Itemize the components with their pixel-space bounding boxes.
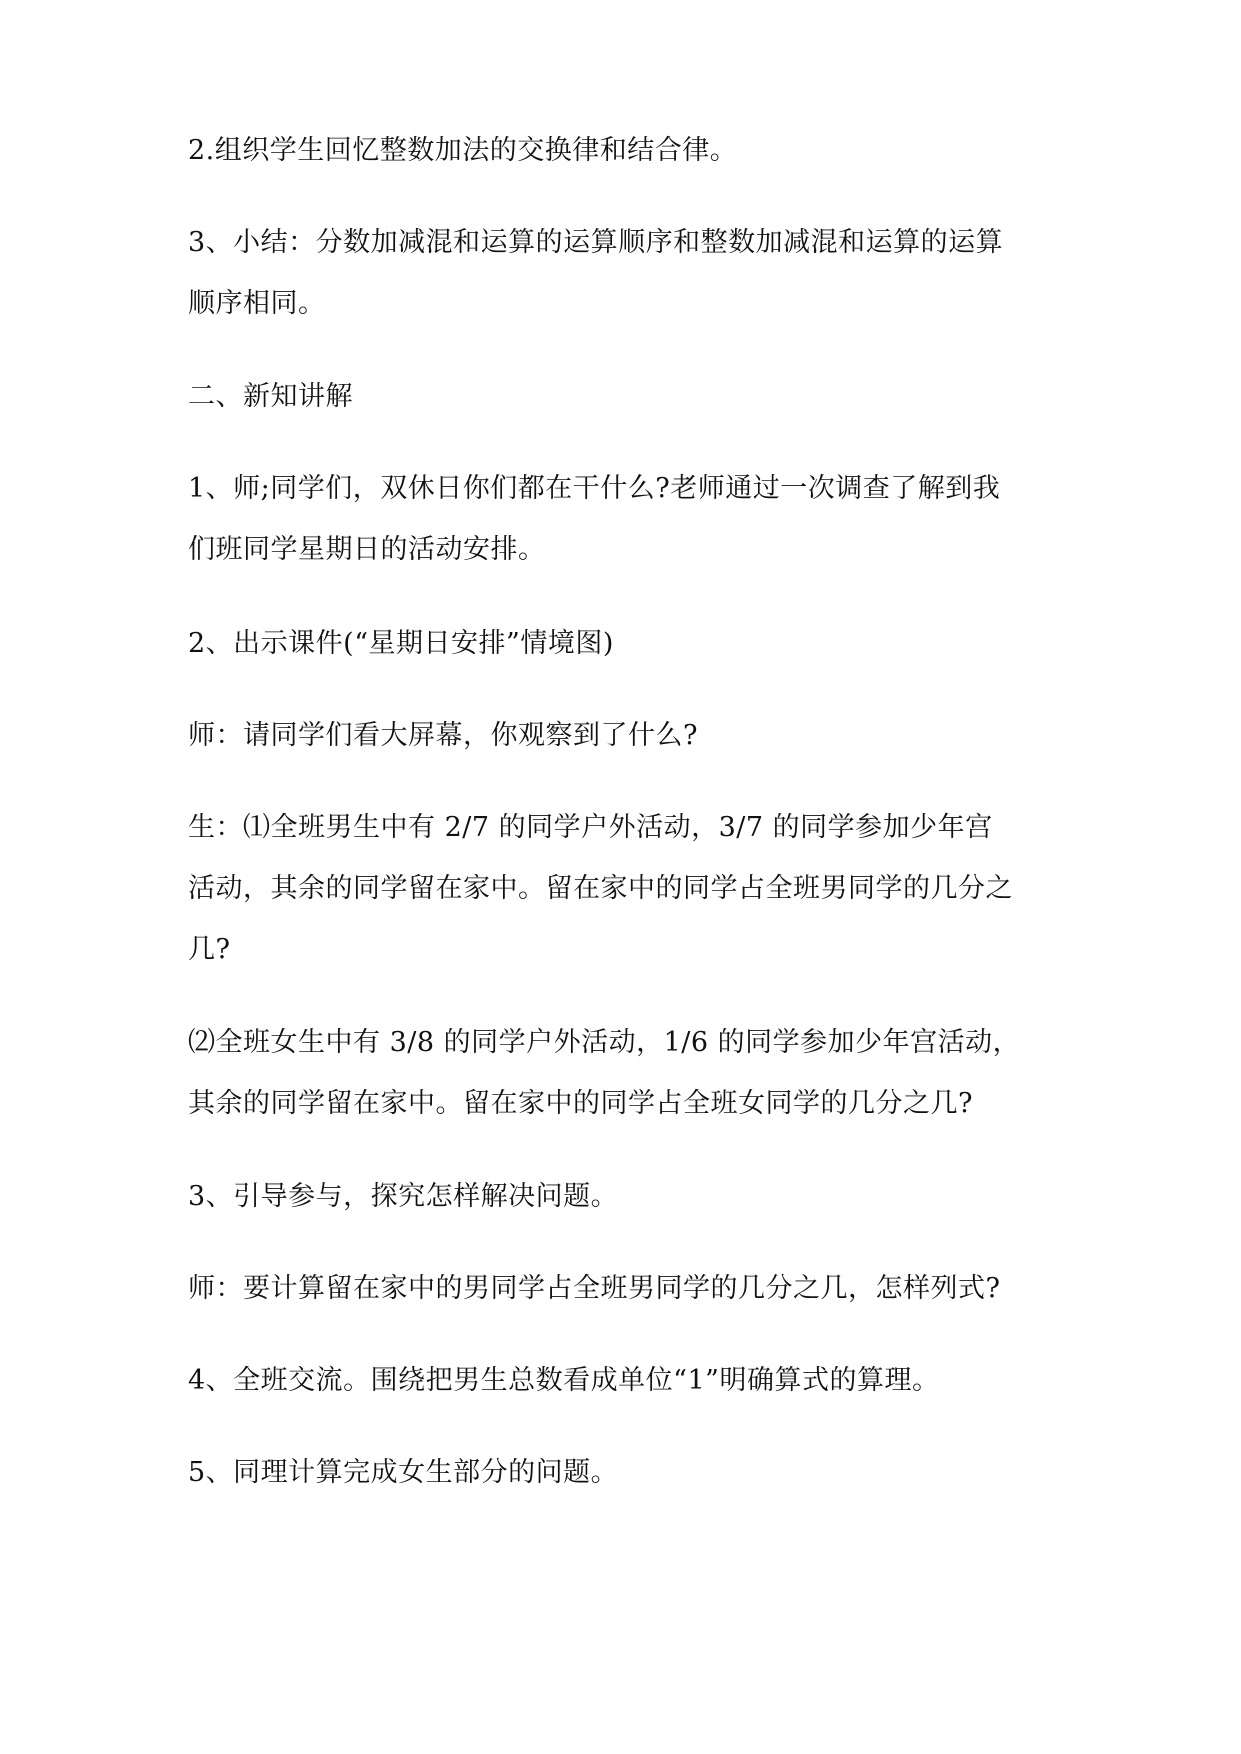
text-line-boys-problem-1: 生：⑴全班男生中有 2/7 的同学户外活动，3/7 的同学参加少年宫 [188, 812, 993, 843]
text-line-class-exchange: 4、全班交流。围绕把男生总数看成单位“1”明确算式的算理。 [188, 1365, 940, 1396]
text-line-review-laws: 2.组织学生回忆整数加法的交换律和结合律。 [188, 135, 738, 166]
text-line-summary-2: 顺序相同。 [188, 288, 326, 319]
text-line-guide-explore: 3、引导参与，探究怎样解决问题。 [188, 1181, 619, 1212]
text-line-teacher-question-1: 1、师;同学们，双休日你们都在干什么?老师通过一次调查了解到我 [188, 473, 1001, 504]
text-line-boys-problem-3: 几? [188, 934, 231, 965]
section-heading-new-knowledge: 二、新知讲解 [188, 381, 353, 412]
text-line-teacher-prompt: 师：请同学们看大屏幕，你观察到了什么? [188, 720, 698, 751]
text-line-show-courseware: 2、出示课件(“星期日安排”情境图) [188, 628, 614, 659]
text-line-girls-problem-2: 其余的同学留在家中。留在家中的同学占全班女同学的几分之几? [188, 1088, 973, 1119]
text-line-girls-problem-1: ⑵全班女生中有 3/8 的同学户外活动，1/6 的同学参加少年宫活动， [188, 1027, 1021, 1058]
text-line-boys-problem-2: 活动，其余的同学留在家中。留在家中的同学占全班男同学的几分之 [188, 873, 1013, 904]
text-line-girls-calculation: 5、同理计算完成女生部分的问题。 [188, 1457, 619, 1488]
text-line-teacher-question-2: 们班同学星期日的活动安排。 [188, 534, 546, 565]
text-line-teacher-formula: 师：要计算留在家中的男同学占全班男同学的几分之几，怎样列式? [188, 1273, 1001, 1304]
text-line-summary-1: 3、小结：分数加减混和运算的运算顺序和整数加减混和运算的运算 [188, 227, 1004, 258]
